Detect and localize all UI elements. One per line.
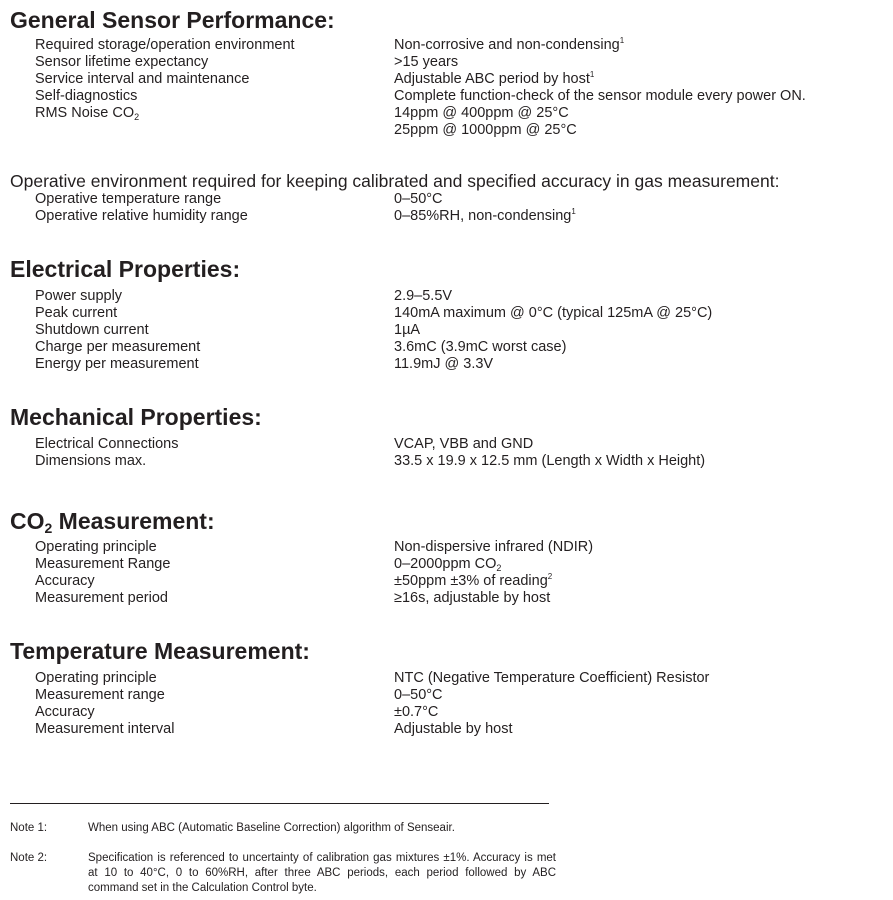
spec-value: 140mA maximum @ 0°C (typical 125mA @ 25°C) (394, 305, 713, 321)
spec-row (35, 191, 885, 208)
spec-label: Measurement period (35, 590, 168, 606)
spec-value: Non-dispersive infrared (NDIR) (394, 539, 594, 555)
spec-row (35, 670, 885, 687)
spec-label: Measurement interval (35, 721, 175, 737)
spec-row (35, 88, 885, 105)
footnote-label: Note 2: (10, 852, 48, 864)
spec-label: Operating principle (35, 539, 157, 555)
spec-label: Self-diagnostics (35, 88, 138, 104)
general-performance-table (35, 37, 885, 139)
spec-label: Energy per measurement (35, 356, 199, 372)
spec-label: Operating principle (35, 670, 157, 686)
spec-label: Required storage/operation environment (35, 37, 295, 53)
spec-label: Electrical Connections (35, 436, 179, 452)
spec-value: Complete function-check of the sensor module every power ON. (394, 88, 806, 104)
general-performance-heading: General Sensor Performance: (10, 7, 335, 33)
spec-value: 11.9mJ @ 3.3V (394, 356, 494, 372)
spec-row (35, 539, 885, 556)
footnote-text: Specification is referenced to uncertainty of calibration gas mixtures ±1%. Accuracy is met at 10 to 40°C, 0 to 60%RH, after three ABC periods, each period followed by ABC command set in the Calculation Control byte. (88, 852, 556, 894)
spec-value: 0–50°C (394, 687, 443, 703)
spec-row (35, 339, 885, 356)
spec-label: Accuracy (35, 704, 95, 720)
spec-row (35, 71, 885, 88)
mechanical-properties-heading: Mechanical Properties: (10, 404, 262, 430)
spec-row (35, 687, 885, 704)
operative-environment-intro: Operative environment required for keeping calibrated and specified accuracy in gas measurement: (10, 171, 780, 191)
spec-value: 3.6mC (3.9mC worst case) (394, 339, 567, 355)
spec-row (35, 436, 885, 453)
co2-measurement-heading: $CO_2$ Measurement: (10, 508, 215, 536)
spec-value: 0–85%RH, non-condensing$^1$ (394, 207, 576, 224)
footnote-ref: 1 (619, 36, 625, 45)
footnote-ref: 2 (547, 572, 553, 581)
spec-value: ≥16s, adjustable by host (394, 590, 551, 606)
spec-value: 0–50°C (394, 191, 443, 207)
spec-value: 1µA (394, 322, 421, 338)
operative-environment-table (35, 191, 885, 225)
spec-label: RMS Noise $CO_2$ (35, 105, 140, 122)
footnote-label: Note 1: (10, 822, 48, 834)
spec-row (35, 721, 885, 738)
spec-row (35, 556, 885, 573)
spec-row (35, 573, 885, 590)
spec-row (35, 453, 885, 470)
footnote-divider (10, 803, 549, 804)
spec-row (35, 704, 885, 721)
spec-label: Dimensions max. (35, 453, 147, 469)
spec-label: Operative relative humidity range (35, 208, 248, 224)
spec-value: ±0.7°C (394, 704, 439, 720)
spec-label: Peak current (35, 305, 118, 321)
spec-label: Shutdown current (35, 322, 149, 338)
spec-row (35, 208, 885, 225)
spec-label: Measurement Range (35, 556, 171, 572)
spec-value: >15 years (394, 54, 459, 70)
footnote-ref: 1 (571, 207, 576, 216)
spec-value: VCAP, VBB and GND (394, 436, 534, 452)
electrical-properties-table (35, 288, 885, 373)
spec-value: NTC (Negative Temperature Coefficient) Resistor (394, 670, 710, 686)
spec-label: Service interval and maintenance (35, 71, 250, 87)
spec-label: Power supply (35, 288, 123, 304)
spec-label: Charge per measurement (35, 339, 201, 355)
spec-row (35, 105, 885, 139)
footnote-ref: 1 (589, 70, 595, 79)
electrical-properties-heading: Electrical Properties: (10, 256, 241, 282)
spec-row (35, 322, 885, 339)
mechanical-properties-table (35, 436, 885, 470)
co2-measurement-table (35, 539, 885, 607)
spec-row (35, 305, 885, 322)
temperature-measurement-heading: Temperature Measurement: (10, 638, 310, 664)
spec-value: ±50ppm ±3% of reading$^2$ (394, 572, 553, 589)
spec-value: Adjustable by host (394, 721, 513, 737)
spec-label: Accuracy (35, 573, 95, 589)
spec-row (35, 37, 885, 54)
spec-value: 0–2000ppm $CO_2$ (394, 556, 502, 573)
spec-row (35, 590, 885, 607)
spec-value: 2.9–5.5V (394, 288, 453, 304)
spec-label: Sensor lifetime expectancy (35, 54, 209, 70)
footnote-text: When using ABC (Automatic Baseline Correction) algorithm of Senseair. (88, 822, 455, 834)
spec-row (35, 54, 885, 71)
spec-label: Measurement range (35, 687, 165, 703)
spec-row (35, 288, 885, 305)
spec-label: Operative temperature range (35, 191, 222, 207)
spec-row (35, 356, 885, 373)
spec-value: Non-corrosive and non-condensing$^1$ (394, 36, 625, 53)
spec-value: 14ppm @ 400ppm @ 25°C 25ppm @ 1000ppm @ 25°C (394, 105, 577, 138)
temperature-measurement-table (35, 670, 885, 738)
spec-value: 33.5 x 19.9 x 12.5 mm (Length x Width x Height) (394, 453, 706, 469)
spec-value: Adjustable ABC period by host$^1$ (394, 70, 595, 87)
